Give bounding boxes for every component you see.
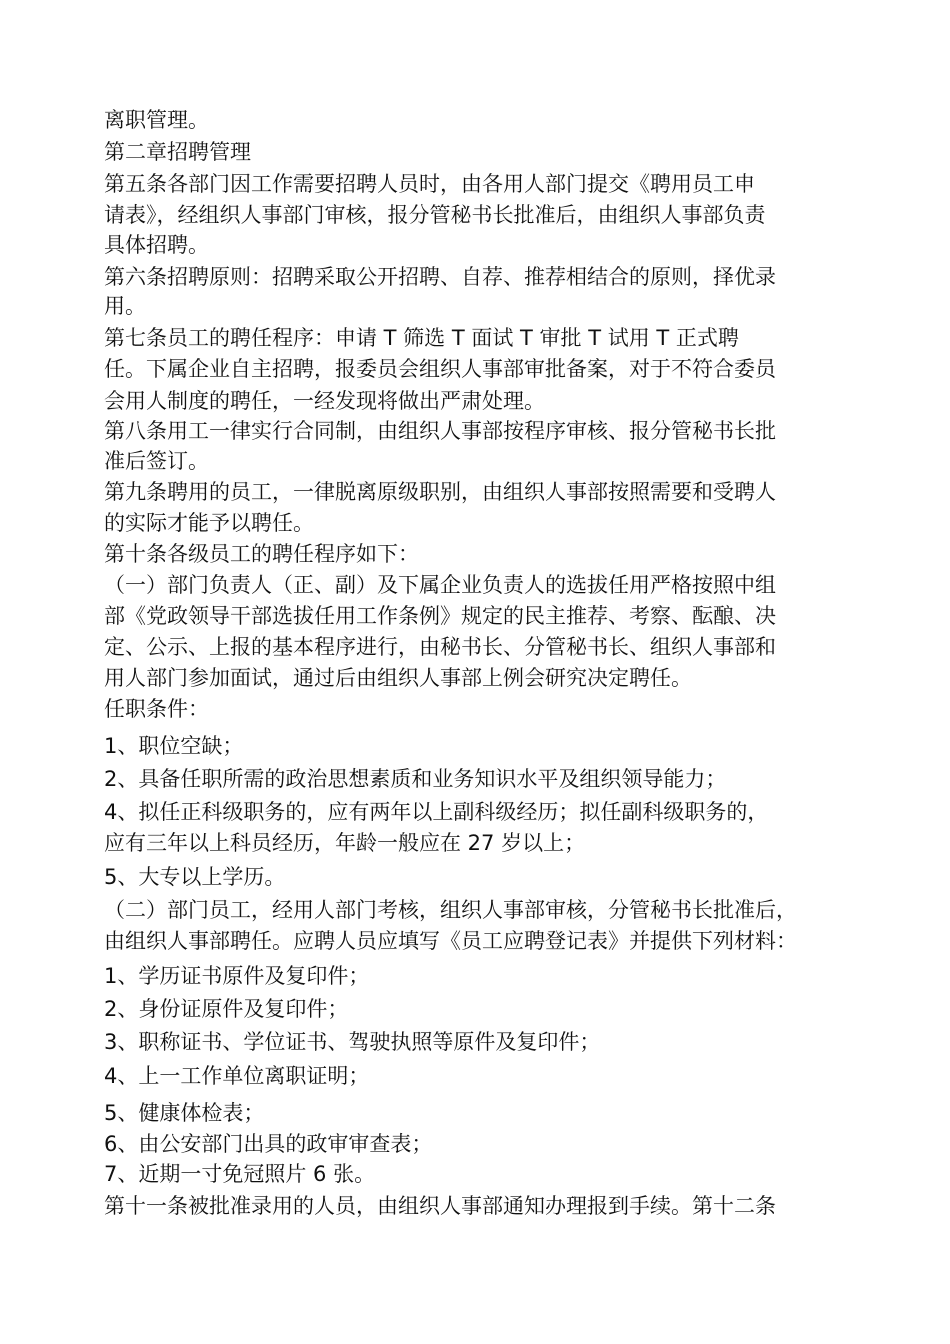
list-item: 4、上一工作单位离职证明； [104,1064,370,1088]
text-line: 部《党政领导干部选拔任用工作条例》规定的民主推荐、考察、酝酿、决 [104,604,776,628]
text-line: 第九条聘用的员工，一律脱离原级职别，由组织人事部按照需要和受聘人 [104,480,776,504]
text-line: 第七条员工的聘任程序：申请 T 筛选 T 面试 T 审批 T 试用 T 正式聘 [104,326,739,350]
text-line: 第五条各部门因工作需要招聘人员时，由各用人部门提交《聘用员工申 [104,172,755,196]
text-line: 离职管理。 [104,108,209,132]
text-line: 会用人制度的聘任，一经发现将做出严肃处理。 [104,389,545,413]
text-line: 第十一条被批准录用的人员，由组织人事部通知办理报到手续。第十二条 [104,1194,776,1218]
text-line: 任职条件： [104,697,209,721]
list-item: 应有三年以上科员经历，年龄一般应在 27 岁以上； [104,831,586,855]
list-item: 6、由公安部门出具的政审审查表； [104,1132,433,1156]
list-item: 5、健康体检表； [104,1101,265,1125]
text-line: 由组织人事部聘任。应聘人员应填写《员工应聘登记表》并提供下列材料： [104,929,797,953]
list-item: 4、拟任正科级职务的，应有两年以上副科级经历；拟任副科级职务的， [104,800,769,824]
text-line: 第六条招聘原则：招聘采取公开招聘、自荐、推荐相结合的原则，择优录 [104,265,776,289]
list-item: 1、职位空缺； [104,734,244,758]
list-item: 7、近期一寸免冠照片 6 张。 [104,1162,376,1186]
text-line: 用。 [104,294,146,318]
text-line: 请表》，经组织人事部门审核，报分管秘书长批准后，由组织人事部负责 [104,203,766,227]
list-item: 2、身份证原件及复印件； [104,997,349,1021]
text-line: 具体招聘。 [104,233,209,257]
text-line: 定、公示、上报的基本程序进行，由秘书长、分管秘书长、组织人事部和 [104,635,776,659]
text-line: （一）部门负责人（正、副）及下属企业负责人的选拔任用严格按照中组 [104,573,776,597]
text-line: 任。下属企业自主招聘，报委员会组织人事部审批备案，对于不符合委员 [104,357,776,381]
list-item: 2、具备任职所需的政治思想素质和业务知识水平及组织领导能力； [104,767,727,791]
list-item: 5、大专以上学历。 [104,865,286,889]
text-line: 第十条各级员工的聘任程序如下： [104,542,419,566]
text-line: 准后签订。 [104,449,209,473]
text-line: 第八条用工一律实行合同制，由组织人事部按程序审核、报分管秘书长批 [104,419,776,443]
list-item: 3、职称证书、学位证书、驾驶执照等原件及复印件； [104,1030,601,1054]
chapter-heading: 第二章招聘管理 [104,140,251,164]
list-item: 1、学历证书原件及复印件； [104,964,370,988]
text-line: （二）部门员工，经用人部门考核，组织人事部审核，分管秘书长批准后， [104,898,797,922]
text-line: 的实际才能予以聘任。 [104,511,314,535]
text-line: 用人部门参加面试，通过后由组织人事部上例会研究决定聘任。 [104,666,692,690]
